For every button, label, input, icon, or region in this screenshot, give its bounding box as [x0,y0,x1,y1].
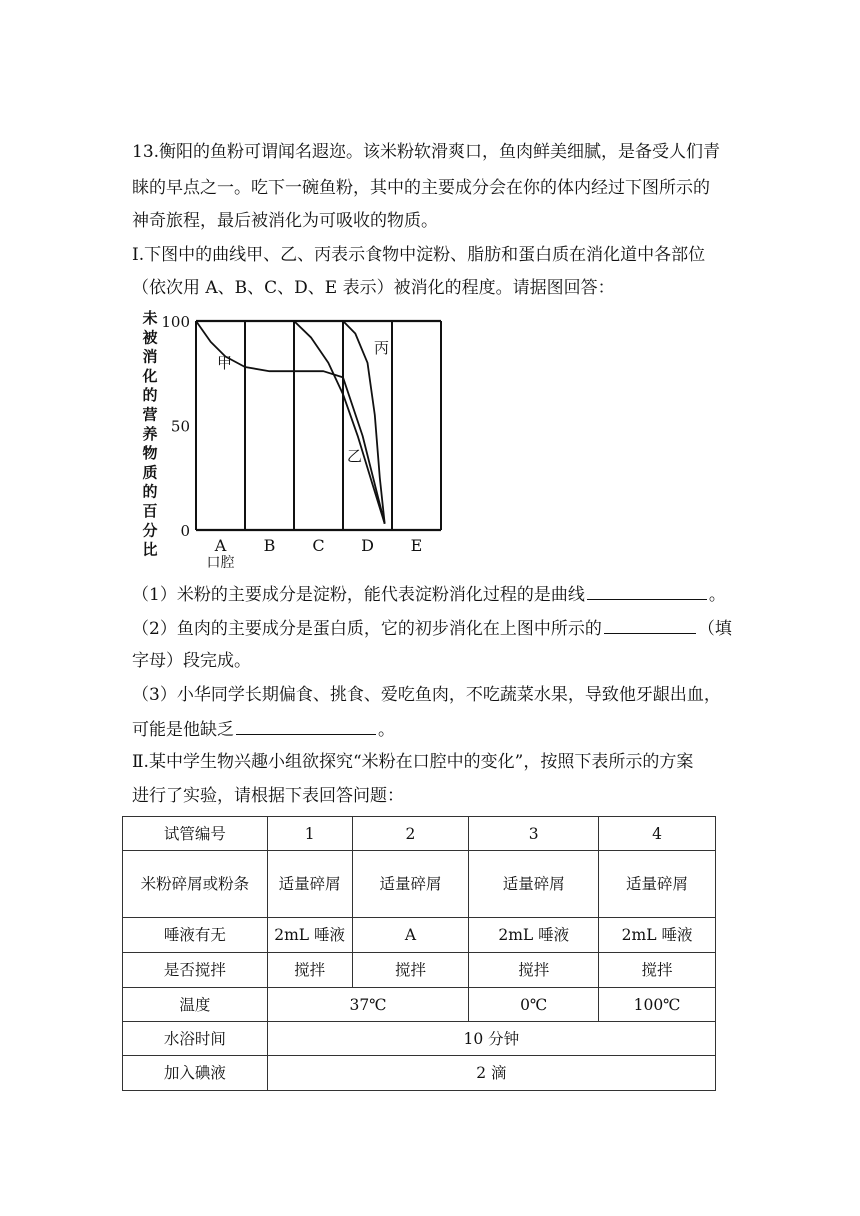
x-tick-label: D [361,536,374,555]
y-tick-label: 50 [170,417,190,436]
table-cell: 适量碎屑 [352,851,469,918]
table-cell: 适量碎屑 [469,851,599,918]
table-row [123,1022,716,1056]
table-cell: 2mL 唾液 [267,918,352,953]
digestion-chart [130,305,450,570]
x-axis-labels [207,536,423,570]
table-cell: A [352,918,469,953]
y-axis-label-char: 营 [142,405,158,424]
table-cell: 搅拌 [352,953,469,988]
table-cell: 10 分钟 [267,1022,715,1056]
part1-line-1: Ⅰ.下图中的曲线甲、乙、丙表示食物中淀粉、脂肪和蛋白质在消化道中各部位 [132,245,706,265]
y-axis-label-char: 化 [142,366,158,385]
table-cell: 37℃ [267,988,469,1022]
table-cell: 适量碎屑 [599,851,716,918]
x-tick-label: A [214,536,227,555]
series-label: 丙 [374,339,390,357]
y-axis-label-char: 物 [142,444,158,463]
question-intro-line-3: 神奇旅程，最后被消化为可吸收的物质。 [132,211,438,231]
table-row [123,851,716,918]
y-tick-label: 0 [180,522,190,540]
y-axis-label-char: 比 [142,540,158,559]
experiment-table [122,816,716,1091]
question-2 [132,617,732,639]
table-cell: 1 [267,817,352,851]
table-cell: 3 [469,817,599,851]
curve-乙 [294,321,385,524]
table-header-row [123,817,716,851]
y-axis-label-char: 消 [142,347,158,366]
table-cell: 适量碎屑 [267,851,352,918]
x-tick-label: B [263,536,276,555]
table-cell: 搅拌 [267,953,352,988]
y-axis-label-char: 被 [142,328,158,347]
x-category-note: 口腔 [206,555,235,570]
answer-blank-3[interactable] [236,718,376,735]
question-1-end: 。 [708,585,726,605]
chart-frame [196,321,441,530]
y-axis-label-char: 的 [142,386,158,405]
table-cell: 100℃ [599,988,716,1022]
table-cell: 试管编号 [123,817,268,851]
table-cell: 0℃ [469,988,599,1022]
series-label: 乙 [347,447,363,465]
answer-blank-2[interactable] [604,617,696,634]
x-tick-label: C [312,536,325,555]
chart-curves [196,321,389,524]
table-cell: 2mL 唾液 [599,918,716,953]
y-axis-label-char: 的 [142,482,158,501]
table-cell: 唾液有无 [123,918,268,953]
question-1-text: （1）米粉的主要成分是淀粉，能代表淀粉消化过程的是曲线 [132,585,585,605]
y-axis-label-char: 质 [142,463,158,482]
question-intro-line-1: 13.衡阳的鱼粉可谓闻名遐迩。该米粉软滑爽口，鱼肉鲜美细腻，是备受人们青 [132,142,721,162]
table-row [123,918,716,953]
curve-甲 [196,321,385,524]
y-axis-label-char: 养 [142,424,158,443]
table-cell: 4 [599,817,716,851]
table-cell: 米粉碎屑或粉条 [123,851,268,918]
y-axis-label-char: 百 [142,502,158,520]
table-cell: 是否搅拌 [123,953,268,988]
part1-line-2: （依次用 A、B、C、D、E 表示）被消化的程度。请据图回答： [132,278,615,298]
question-3-line-1: （3）小华同学长期偏食、挑食、爱吃鱼肉，不吃蔬菜水果，导致他牙龈出血， [132,685,721,705]
y-axis-ticks [161,313,190,540]
answer-blank-1[interactable] [587,583,707,600]
series-label: 甲 [217,354,233,372]
question-intro-line-2: 睐的早点之一。吃下一碗鱼粉，其中的主要成分会在你的体内经过下图所示的 [132,178,710,198]
table-cell: 水浴时间 [123,1022,268,1056]
table-cell: 2 [352,817,469,851]
question-1 [132,583,726,605]
question-2-end: （填 [697,619,732,639]
question-3 [132,718,395,740]
table-cell: 搅拌 [469,953,599,988]
question-2-line-2: 字母）段完成。 [132,651,251,671]
y-axis-label-char: 未 [142,309,158,327]
y-tick-label: 100 [161,313,190,331]
question-2-text: （2）鱼肉的主要成分是蛋白质，它的初步消化在上图中所示的 [132,619,602,639]
part2-line-1: Ⅱ.某中学生物兴趣小组欲探究“米粉在口腔中的变化”，按照下表所示的方案 [132,752,694,772]
table-cell: 加入碘液 [123,1056,268,1091]
y-axis-label [141,309,158,559]
table-row [123,953,716,988]
table-cell: 搅拌 [599,953,716,988]
table-row [123,988,716,1022]
table-cell: 温度 [123,988,268,1022]
table-cell: 2 滴 [267,1056,715,1091]
table-row [123,1056,716,1091]
part2-line-2: 进行了实验，请根据下表回答问题： [132,786,404,806]
y-axis-label-char: 分 [142,521,158,540]
x-tick-label: E [410,536,423,555]
question-3-text: 可能是他缺乏 [132,720,234,740]
table-cell: 2mL 唾液 [469,918,599,953]
question-3-end: 。 [378,720,395,740]
